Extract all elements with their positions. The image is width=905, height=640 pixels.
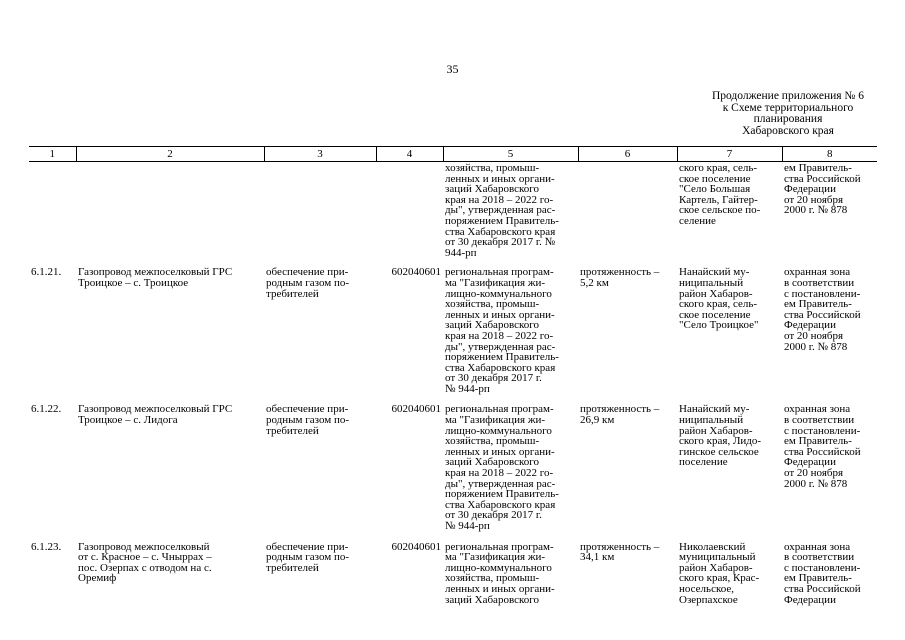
- cell-text-line: Нанайский му-: [679, 404, 750, 416]
- cell-text-line: ское сельское по-: [679, 204, 761, 217]
- cell-basis: [443, 404, 578, 541]
- cell-number: [29, 542, 76, 616]
- cell-text-line: ды", утвержденная рас-: [445, 204, 556, 217]
- cell-purpose: [264, 404, 376, 541]
- cell-name: [76, 267, 264, 404]
- column-header: 8: [782, 147, 877, 162]
- cell-name: [76, 162, 264, 268]
- cell-text-line: лищно-коммунального: [445, 424, 552, 437]
- cell-number: [29, 404, 76, 541]
- cell-text-line: обеспечение при-: [266, 541, 349, 553]
- cell-text-line: Николаевский: [679, 541, 746, 553]
- cell-text-line: ское поселение: [679, 308, 751, 321]
- cell-text-line: хозяйства, промыш-: [445, 298, 540, 311]
- cell-text-line: ем Правитель-: [784, 162, 852, 174]
- cell-text-line: ем Правитель-: [784, 298, 852, 311]
- cell-text-line: от 30 декабря 2017 г.: [445, 372, 542, 385]
- cell-text-line: гинское сельское: [679, 445, 759, 458]
- cell-location: [677, 162, 782, 268]
- cell-text-line: Озерпахское: [679, 593, 738, 606]
- cell-text-line: охранная зона: [784, 404, 851, 416]
- appendix-note: [688, 91, 888, 137]
- cell-text-line: с постановлени-: [784, 561, 861, 574]
- cell-text-line: 6.1.23.: [31, 541, 62, 553]
- appendix-note-line: планирования: [753, 113, 823, 125]
- cell-text-line: селение: [679, 214, 716, 227]
- cell-text-line: ма "Газификация жи-: [445, 551, 546, 564]
- cell-text-line: "Село Троицкое": [679, 319, 759, 332]
- cell-code: [376, 542, 443, 616]
- cell-text-line: ского края, Лидо-: [679, 435, 762, 448]
- cell-text-line: от с. Красное – с. Чныррах –: [78, 551, 212, 564]
- column-header: 3: [264, 147, 376, 162]
- cell-text-line: обеспечение при-: [266, 404, 349, 416]
- cell-text-line: в соответствии: [784, 551, 855, 564]
- cell-text-line: поселение: [679, 456, 728, 469]
- cell-text-line: ства Хабаровского края: [445, 498, 556, 511]
- cell-text-line: Газопровод межпоселковый ГРС: [78, 267, 233, 279]
- cell-text-line: заций Хабаровского: [445, 183, 539, 196]
- cell-text-line: в соответствии: [784, 276, 855, 289]
- cell-text-line: протяженность –: [580, 541, 660, 553]
- cell-text-line: ского края, сель-: [679, 298, 758, 311]
- cell-text-line: 602040601: [391, 267, 441, 279]
- cell-text-line: район Хабаров-: [679, 424, 753, 437]
- cell-text-line: Нанайский му-: [679, 267, 750, 279]
- cell-text-line: Троицкое – с. Троицкое: [78, 276, 189, 289]
- cell-text-line: хозяйства, промыш-: [445, 572, 540, 585]
- cell-text-line: 6.1.21.: [31, 267, 62, 279]
- cell-text-line: края на 2018 – 2022 го-: [445, 193, 554, 206]
- cell-text-line: ства Российской: [784, 172, 861, 185]
- cell-zone: [782, 267, 877, 404]
- cell-text-line: ниципальный: [679, 276, 744, 289]
- cell-text-line: поряжением Правитель-: [445, 351, 559, 364]
- appendix-note-line: к Схеме территориального: [722, 101, 854, 114]
- cell-text-line: ское поселение: [679, 172, 751, 185]
- cell-text-line: протяженность –: [580, 267, 660, 279]
- cell-text-line: охранная зона: [784, 267, 851, 279]
- appendix-note-line: Хабаровского края: [742, 124, 834, 137]
- cell-text-line: ского края, Крас-: [679, 572, 760, 585]
- cell-text-line: 2000 г. № 878: [784, 204, 848, 217]
- cell-text-line: от 30 декабря 2017 г. №: [445, 236, 556, 249]
- cell-text-line: края на 2018 – 2022 го-: [445, 329, 554, 342]
- cell-text-line: ленных и иных органи-: [445, 308, 555, 321]
- cell-zone: [782, 162, 877, 268]
- cell-text-line: ленных и иных органи-: [445, 445, 555, 458]
- cell-text-line: требителей: [266, 424, 319, 437]
- infrastructure-table: [29, 146, 877, 615]
- cell-text-line: 602040601: [391, 404, 441, 416]
- cell-location: [677, 267, 782, 404]
- cell-text-line: Федерации: [784, 183, 836, 196]
- cell-zone: [782, 542, 877, 616]
- cell-characteristics: [578, 542, 677, 616]
- cell-text-line: родным газом по-: [266, 551, 349, 564]
- header-row: [29, 147, 877, 162]
- cell-text-line: лищно-коммунального: [445, 287, 552, 300]
- cell-text-line: ма "Газификация жи-: [445, 276, 546, 289]
- cell-text-line: с постановлени-: [784, 424, 861, 437]
- cell-text-line: Федерации: [784, 593, 836, 606]
- cell-text-line: Федерации: [784, 456, 836, 469]
- cell-basis: [443, 267, 578, 404]
- cell-text-line: родным газом по-: [266, 414, 349, 427]
- cell-text-line: поряжением Правитель-: [445, 488, 559, 501]
- cell-name: [76, 404, 264, 541]
- cell-text-line: ства Российской: [784, 445, 861, 458]
- cell-text-line: требителей: [266, 287, 319, 300]
- cell-text-line: ства Российской: [784, 582, 861, 595]
- cell-text-line: № 944-рп: [445, 382, 490, 395]
- cell-text-line: Картель, Гайтер-: [679, 193, 758, 206]
- cell-text-line: "Село Большая: [679, 183, 751, 196]
- cell-text-line: ства Хабаровского края: [445, 361, 556, 374]
- cell-text-line: ленных и иных органи-: [445, 582, 555, 595]
- column-header: 7: [677, 147, 782, 162]
- cell-text-line: 5,2 км: [580, 276, 609, 289]
- cell-text-line: ма "Газификация жи-: [445, 414, 546, 427]
- appendix-note-line: Продолжение приложения № 6: [711, 90, 865, 102]
- cell-characteristics: [578, 404, 677, 541]
- cell-text-line: ем Правитель-: [784, 572, 852, 585]
- cell-basis: [443, 162, 578, 268]
- cell-code: [376, 267, 443, 404]
- cell-text-line: ем Правитель-: [784, 435, 852, 448]
- table-row: [29, 267, 877, 404]
- cell-number: [29, 162, 76, 268]
- table-row-continuation: [29, 162, 877, 268]
- cell-text-line: муниципальный: [679, 551, 756, 564]
- cell-text-line: район Хабаров-: [679, 287, 753, 300]
- cell-text-line: ды", утвержденная рас-: [445, 477, 556, 490]
- cell-text-line: поряжением Правитель-: [445, 214, 559, 227]
- cell-text-line: 34,1 км: [580, 551, 615, 564]
- cell-text-line: с постановлени-: [784, 287, 861, 300]
- cell-text-line: ды", утвержденная рас-: [445, 340, 556, 353]
- cell-text-line: обеспечение при-: [266, 267, 349, 279]
- table-row: [29, 542, 877, 616]
- cell-text-line: региональная програм-: [445, 541, 554, 553]
- cell-purpose: [264, 162, 376, 268]
- cell-text-line: 26,9 км: [580, 414, 615, 427]
- cell-text-line: пос. Озерпах с отводом на с.: [78, 561, 212, 574]
- cell-number: [29, 267, 76, 404]
- cell-text-line: район Хабаров-: [679, 561, 753, 574]
- column-header: 5: [443, 147, 578, 162]
- cell-text-line: родным газом по-: [266, 276, 349, 289]
- cell-text-line: 2000 г. № 878: [784, 340, 848, 353]
- cell-text-line: Троицкое – с. Лидога: [78, 414, 178, 427]
- column-header: 6: [578, 147, 677, 162]
- cell-text-line: от 20 ноября: [784, 329, 844, 342]
- cell-name: [76, 542, 264, 616]
- cell-text-line: заций Хабаровского: [445, 319, 539, 332]
- cell-text-line: охранная зона: [784, 541, 851, 553]
- cell-text-line: Федерации: [784, 319, 836, 332]
- cell-text-line: 944-рп: [445, 246, 477, 259]
- cell-text-line: ства Хабаровского края: [445, 225, 556, 238]
- cell-basis: [443, 542, 578, 616]
- cell-text-line: лищно-коммунального: [445, 561, 552, 574]
- cell-text-line: ства Российской: [784, 308, 861, 321]
- cell-characteristics: [578, 162, 677, 268]
- cell-text-line: ниципальный: [679, 414, 744, 427]
- cell-text-line: 602040601: [391, 541, 441, 553]
- table-body: [29, 162, 877, 616]
- cell-characteristics: [578, 267, 677, 404]
- page-number: 35: [446, 62, 459, 76]
- cell-zone: [782, 404, 877, 541]
- cell-text-line: 2000 г. № 878: [784, 477, 848, 490]
- column-header: 1: [29, 147, 76, 162]
- cell-text-line: хозяйства, промыш-: [445, 435, 540, 448]
- table-row: [29, 404, 877, 541]
- cell-text-line: Газопровод межпоселковый ГРС: [78, 404, 233, 416]
- column-header: 4: [376, 147, 443, 162]
- cell-text-line: от 20 ноября: [784, 467, 844, 480]
- cell-text-line: требителей: [266, 561, 319, 574]
- cell-text-line: заций Хабаровского: [445, 456, 539, 469]
- cell-text-line: ского края, сель-: [679, 162, 758, 174]
- column-header: 2: [76, 147, 264, 162]
- cell-text-line: хозяйства, промыш-: [445, 162, 540, 174]
- cell-text-line: № 944-рп: [445, 520, 490, 532]
- cell-text-line: ленных и иных органи-: [445, 172, 555, 185]
- cell-location: [677, 404, 782, 541]
- cell-text-line: носельское,: [679, 582, 734, 595]
- cell-text-line: заций Хабаровского: [445, 593, 539, 606]
- cell-text-line: региональная програм-: [445, 267, 554, 279]
- cell-text-line: региональная програм-: [445, 404, 554, 416]
- cell-purpose: [264, 542, 376, 616]
- cell-location: [677, 542, 782, 616]
- cell-text-line: Газопровод межпоселковый: [78, 541, 210, 553]
- cell-text-line: края на 2018 – 2022 го-: [445, 467, 554, 480]
- cell-text-line: протяженность –: [580, 404, 660, 416]
- cell-code: [376, 162, 443, 268]
- cell-text-line: Оремиф: [78, 572, 117, 585]
- cell-code: [376, 404, 443, 541]
- cell-text-line: 6.1.22.: [31, 404, 62, 416]
- cell-text-line: от 20 ноября: [784, 193, 844, 206]
- cell-text-line: от 30 декабря 2017 г.: [445, 509, 542, 522]
- cell-text-line: в соответствии: [784, 414, 855, 427]
- cell-purpose: [264, 267, 376, 404]
